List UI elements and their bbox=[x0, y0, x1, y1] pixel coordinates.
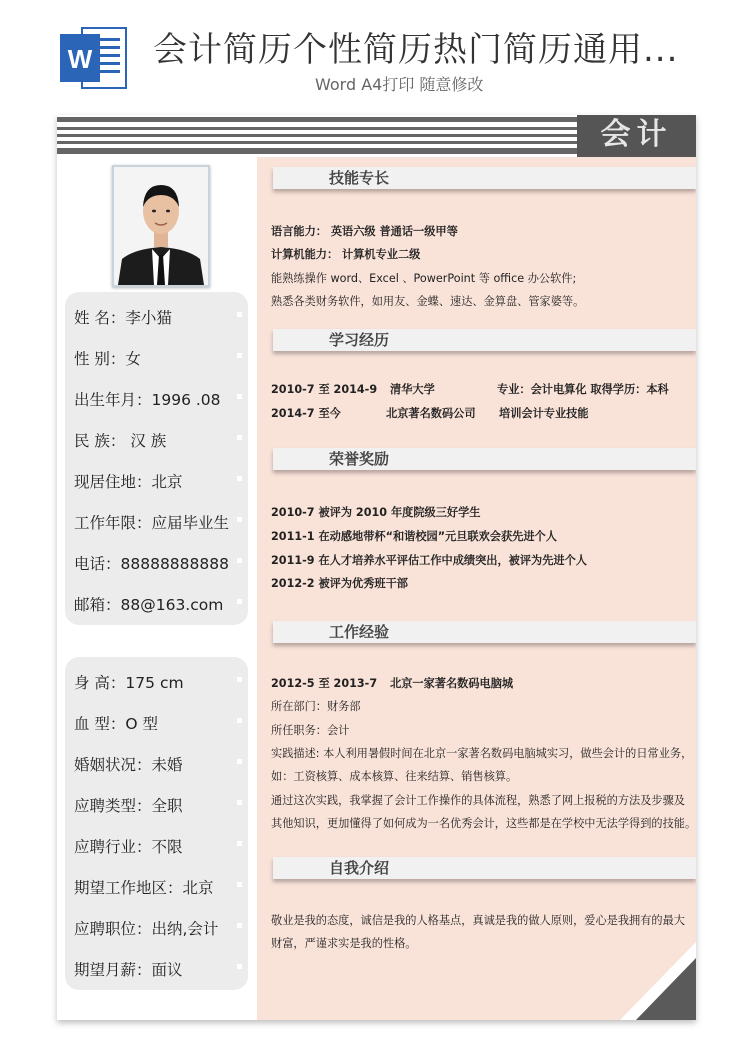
section-header-work bbox=[273, 621, 696, 643]
edu-school: 北京著名数码公司 bbox=[386, 407, 476, 420]
honor-item: 2011-1 在动感地带杯“和谐校园”元旦联欢会获先进个人 bbox=[271, 530, 557, 543]
document-subtitle: Word A4打印 随意修改 bbox=[315, 75, 484, 94]
info-industry: 应聘行业：不限 bbox=[74, 838, 183, 856]
skill-computer: 计算机能力： 计算机专业二级 bbox=[271, 248, 421, 261]
edu-period: 2010-7 至 2014-9 bbox=[271, 383, 378, 396]
section-header-about bbox=[273, 857, 696, 879]
row-marker bbox=[237, 476, 242, 481]
work-role: 所任职务：会计 bbox=[271, 724, 350, 737]
work-description: 实践描述: 本人利用暑假时间在北京一家著名数码电脑城实习，做些会计的日常业务， bbox=[271, 747, 693, 760]
info-residence: 现居住地：北京 bbox=[74, 473, 183, 491]
edu-detail: 专业：会计电算化 取得学历：本科 bbox=[497, 383, 669, 396]
info-height: 身 高：175 cm bbox=[74, 674, 184, 692]
edu-detail: 培训会计专业技能 bbox=[499, 407, 589, 420]
left-column bbox=[57, 157, 257, 1020]
honor-item: 2012-2 被评为优秀班干部 bbox=[271, 577, 408, 590]
row-marker bbox=[237, 882, 242, 887]
row-marker bbox=[237, 558, 242, 563]
work-period: 2012-5 至 2013-7 bbox=[271, 677, 378, 690]
extra-info-card bbox=[65, 657, 248, 990]
work-description: 其他知识，更加懂得了如何成为一名优秀会计，这些都是在学校中无法学得到的技能。 bbox=[271, 817, 696, 830]
section-title: 荣誉奖励 bbox=[329, 450, 390, 468]
word-document-icon bbox=[60, 24, 130, 92]
section-header-education bbox=[273, 329, 696, 351]
honor-item: 2010-7 被评为 2010 年度院级三好学生 bbox=[271, 506, 481, 519]
info-salary: 期望月薪：面议 bbox=[74, 961, 183, 979]
info-birth: 出生年月：1996 .08 bbox=[74, 391, 221, 409]
about-text: 财富，严谨求实是我的性格。 bbox=[271, 937, 417, 950]
row-marker bbox=[237, 841, 242, 846]
info-phone: 电话：88888888888 bbox=[74, 555, 229, 573]
row-marker bbox=[237, 312, 242, 317]
banner-stripe bbox=[57, 148, 577, 154]
skill-finance-software: 熟悉各类财务软件，如用友、金蝶、速达、金算盘、管家婆等。 bbox=[271, 295, 585, 308]
honor-item: 2011-9 在人才培养水平评估工作中成绩突出，被评为先进个人 bbox=[271, 554, 587, 567]
row-marker bbox=[237, 718, 242, 723]
resume-sheet bbox=[57, 115, 696, 1020]
info-email: 邮箱：88@163.com bbox=[74, 596, 224, 614]
info-position: 应聘职位：出纳,会计 bbox=[74, 920, 219, 938]
section-header-honors bbox=[273, 448, 696, 470]
skill-office: 能熟练操作 word、Excel 、PowerPoint 等 office 办公软件; bbox=[271, 272, 577, 285]
row-marker bbox=[237, 677, 242, 682]
section-header-skills bbox=[273, 167, 696, 189]
info-name: 姓 名：李小猫 bbox=[74, 309, 172, 327]
profile-photo bbox=[112, 165, 210, 287]
info-ethnicity: 民 族： 汉 族 bbox=[74, 432, 167, 450]
work-description: 通过这次实践，我掌握了会计工作操作的具体流程，熟悉了网上报税的方法及步骤及 bbox=[271, 794, 685, 807]
row-marker bbox=[237, 964, 242, 969]
info-experience-years: 工作年限：应届毕业生 bbox=[74, 514, 230, 532]
svg-text:W: W bbox=[67, 44, 93, 74]
section-title: 工作经验 bbox=[329, 623, 390, 641]
banner-stripe bbox=[57, 141, 577, 144]
job-tag: 会计 bbox=[577, 115, 696, 157]
skill-language: 语言能力： 英语六级 普通话一级甲等 bbox=[271, 225, 458, 238]
section-title: 学习经历 bbox=[329, 331, 390, 349]
edu-school: 清华大学 bbox=[390, 383, 435, 396]
work-description: 如：工资核算、成本核算、往来结算、销售核算。 bbox=[271, 770, 518, 783]
corner-decoration bbox=[576, 900, 696, 1020]
page-header bbox=[0, 0, 750, 110]
work-company: 北京一家著名数码电脑城 bbox=[390, 677, 514, 690]
work-department: 所在部门：财务部 bbox=[271, 700, 361, 713]
edu-period: 2014-7 至今 bbox=[271, 407, 341, 420]
row-marker bbox=[237, 517, 242, 522]
section-title: 自我介绍 bbox=[329, 859, 390, 877]
row-marker bbox=[237, 394, 242, 399]
top-banner bbox=[57, 115, 696, 157]
info-preferred-location: 期望工作地区：北京 bbox=[74, 879, 214, 897]
banner-stripe bbox=[57, 127, 577, 130]
banner-stripe bbox=[57, 117, 577, 122]
info-job-type: 应聘类型：全职 bbox=[74, 797, 183, 815]
document-title: 会计简历个性简历热门简历通用... bbox=[153, 30, 679, 70]
row-marker bbox=[237, 353, 242, 358]
banner-stripe bbox=[57, 134, 577, 137]
row-marker bbox=[237, 435, 242, 440]
row-marker bbox=[237, 800, 242, 805]
info-marital-status: 婚姻状况：未婚 bbox=[74, 756, 183, 774]
basic-info-card bbox=[65, 292, 248, 625]
row-marker bbox=[237, 759, 242, 764]
section-title: 技能专长 bbox=[329, 169, 390, 187]
row-marker bbox=[237, 599, 242, 604]
info-blood-type: 血 型：O 型 bbox=[74, 715, 159, 733]
row-marker bbox=[237, 923, 242, 928]
info-gender: 性 别：女 bbox=[74, 350, 141, 368]
about-text: 敬业是我的态度，诚信是我的人格基点，真诚是我的做人原则，爱心是我拥有的最大 bbox=[271, 914, 685, 927]
